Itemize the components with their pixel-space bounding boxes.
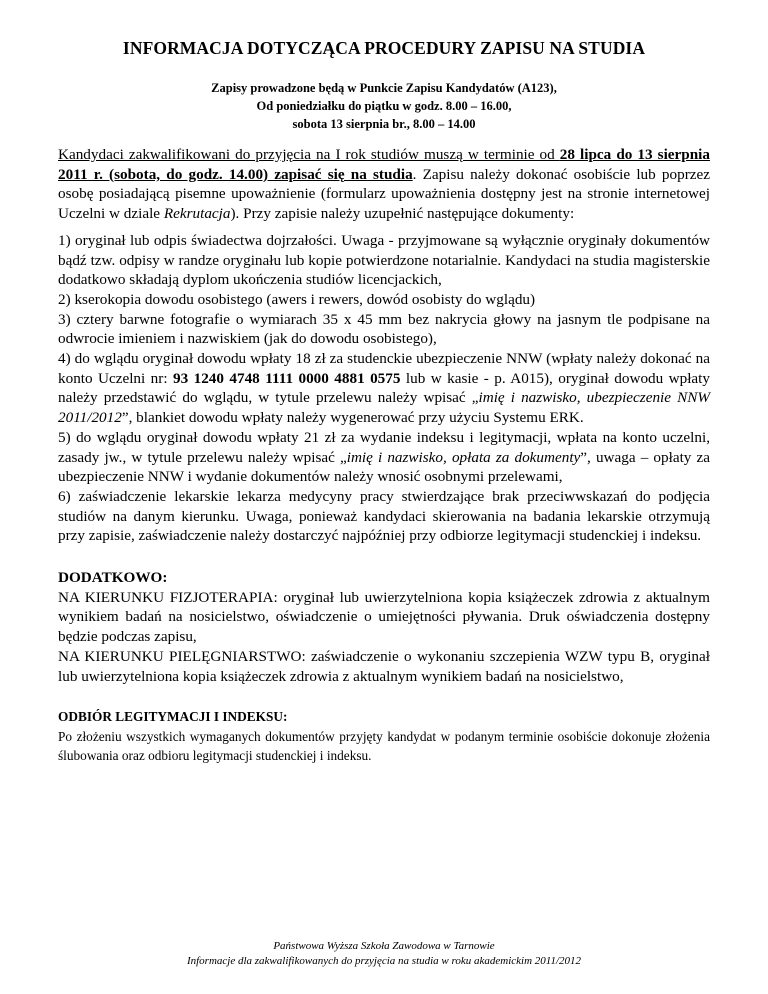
bank-account-number: 93 1240 4748 1111 0000 4881 0575 (172, 369, 401, 387)
subtitle-line-1: Zapisy prowadzone będą w Punkcie Zapisu Kandydatów (A123), (211, 81, 557, 95)
list-item-5-text-a: 5) do wglądu oryginał dowodu wpłaty 21 zł za wydanie indeksu i legitymacji, wpłata na konto uczelni, zasady jw., w tytule przelewu należy wpisać „ (58, 428, 710, 466)
intro-text-d: Zapisu należy dokonać osobiście lub poprzez osobę posiadającą pisemne upoważnienie (formularz upoważnienia dostępny jest na stronie internetowej Uczelni w dziale (58, 165, 710, 223)
page-footer (58, 939, 710, 969)
transfer-title-documents: imię i nazwisko, opłata za dokumenty (346, 448, 581, 466)
enrollment-deadline: 28 lipca do 13 sierpnia 2011 r. (sobota, do godz. 14.00) zapisać się na studia (58, 146, 710, 183)
list-item-5 (58, 428, 710, 487)
transfer-title-nnw: imię i nazwisko, ubezpieczenie NNW 2011/2012 (58, 389, 711, 427)
extra-heading: DODATKOWO: (58, 569, 168, 587)
footer-note: Informacje dla zakwalifikowanych do przyjęcia na studia w roku akademickim 2011/2012 (186, 955, 582, 967)
list-item-6: 6) zaświadczenie lekarskie lekarza medycyny pracy stwierdzające brak przeciwwskazań do podjęcia studiów na danym kierunku. Uwaga, ponieważ kandydaci skierowania na badania lekarskie otrzymują przy zapisie, zaświadczenie należy dostarczyć najpóźniej przy odbiorze legitymacji studenckiej i indeksu. (58, 487, 710, 545)
page-title: INFORMACJA DOTYCZĄCA PROCEDURY ZAPISU NA STUDIA (122, 38, 646, 58)
subtitle-line-2: Od poniedziałku do piątku w godz. 8.00 – 16.00, (256, 99, 512, 113)
list-item-1: 1) oryginał lub odpis świadectwa dojrzałości. Uwaga - przyjmowane są wyłącznie oryginały dokumentów bądź tzw. odpisy w randze oryginału lub kopie potwierdzone notarialnie. Kandydaci na studia magisterskie dodatkowo składają dyplom ukończenia studiów licencjackich, (58, 231, 710, 289)
intro-text-a: Kandydaci zakwalifikowani do przyjęcia na I rok studiów muszą w terminie od (58, 146, 560, 163)
subtitle-line-3: sobota 13 sierpnia br., 8.00 – 14.00 (292, 117, 476, 131)
pickup-text: Po złożeniu wszystkich wymaganych dokumentów przyjęty kandydat w podanym terminie osobiście dokonuje złożenia ślubowania oraz odbioru legitymacji studenckiej i indeksu. (58, 728, 710, 763)
list-item-4-text-b: lub w kasie - p. A015), oryginał dowodu wpłaty należy przedstawić do wglądu, w tytule przelewu należy wpisać „ (58, 369, 710, 407)
list-item-4-text-c: ”, blankiet dowodu wpłaty należy wygenerować przy użyciu Systemu ERK. (121, 409, 584, 427)
rekrutacja-section-name: Rekrutacja (163, 205, 231, 223)
list-item-4-text-a: 4) do wglądu oryginał dowodu wpłaty 18 zł za studenckie ubezpieczenie NNW (wpłaty należy dokonać na konto Uczelni nr: (58, 350, 710, 387)
list-item-4 (58, 349, 710, 428)
fizjoterapia-requirements: NA KIERUNKU FIZJOTERAPIA: oryginał lub uwierzytelniona kopia książeczek zdrowia z aktualnym wynikiem badań na nosicielstwo, oświadczenie o umiejętności pływania. Druk oświadczenia dostępny będzie podczas zapisu, (58, 588, 710, 646)
footer-institution: Państwowa Wyższa Szkoła Zawodowa w Tarnowie (273, 940, 495, 952)
intro-text-f: ). Przy zapisie należy uzupełnić następujące dokumenty: (230, 205, 575, 223)
list-item-2: 2) kserokopia dowodu osobistego (awers i rewers, dowód osobisty do wglądu) (58, 290, 536, 308)
intro-text-c: . (412, 165, 417, 183)
pickup-heading: ODBIÓR LEGITYMACJI I INDEKSU: (58, 709, 288, 725)
intro-paragraph (58, 145, 710, 224)
list-item-5-text-b: ”, uwaga – opłaty za ubezpieczenie NNW i wydanie dokumentów należy wnosić osobnymi przelewami, (58, 448, 710, 486)
list-item-3: 3) cztery barwne fotografie o wymiarach 35 x 45 mm bez nakrycia głowy na jasnym tle podpisane na odwrocie imieniem i nazwiskiem (jak do dowodu osobistego), (58, 310, 710, 348)
document-body (58, 145, 710, 765)
pielegniarstwo-requirements: NA KIERUNKU PIELĘGNIARSTWO: zaświadczenie o wykonaniu szczepienia WZW typu B, oryginał lub uwierzytelniona kopia książeczek zdrowia z aktualnym wynikiem badań na nosicielstwo, (58, 647, 710, 685)
